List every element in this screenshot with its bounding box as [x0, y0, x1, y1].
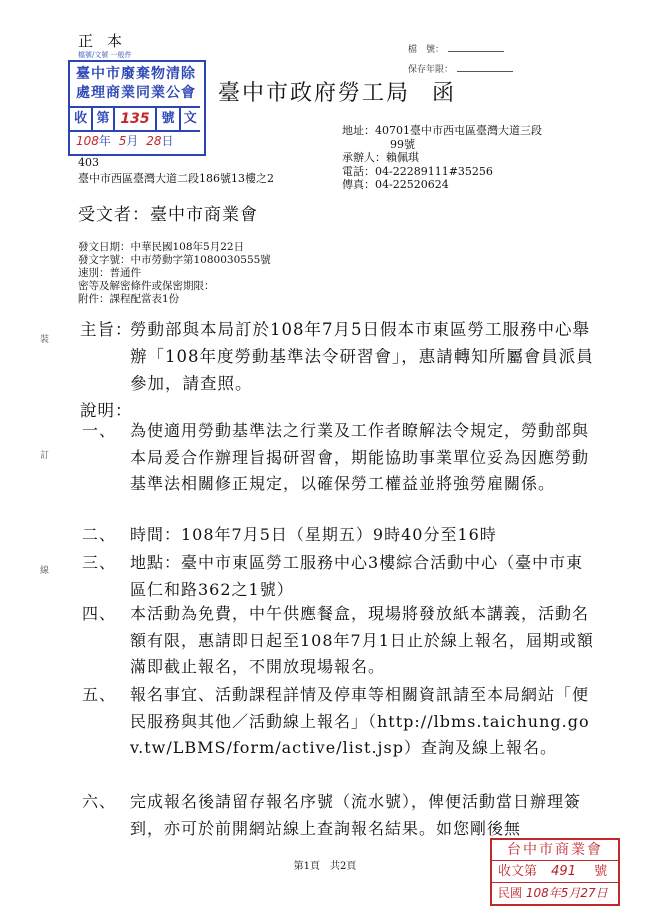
received-stamp-number-row — [70, 108, 200, 130]
received-stamp-org-line1: 臺中市廢棄物清除 — [76, 66, 196, 82]
delivery-speed: 速別：普通件 — [78, 267, 141, 279]
item-number: 五、 — [82, 685, 117, 704]
receipt-date-prefix: 民國 — [498, 886, 523, 900]
contact-handler: 承辦人：賴佩琪 — [342, 151, 419, 164]
sender-address: 臺中市西區臺灣大道二段186號13樓之2 — [78, 172, 274, 185]
binding-mark: 線 — [40, 566, 50, 576]
item-text: 時間：108年7月5日（星期五）9時40分至16時 — [130, 525, 497, 544]
page-number: 第1頁 共2頁 — [293, 861, 357, 872]
document-kind: 函 — [432, 81, 457, 106]
received-year: 108 — [76, 134, 99, 148]
retention-field — [408, 62, 513, 75]
document-meta — [78, 241, 271, 306]
file-number-field — [408, 42, 504, 55]
item-number: 六、 — [82, 792, 117, 811]
contact-address-cont: 99號 — [390, 137, 415, 151]
received-number: 135 — [115, 108, 158, 130]
item-text: 為使適用勞動基準法之行業及工作者瞭解法令規定，勞動部與本局爰合作辦理旨揭研習會，期能協助事業單位妥為因應勞動基準法相關修正規定，以確保勞工權益並將強勞雇關係。 — [130, 421, 590, 493]
received-day: 28 — [146, 134, 162, 148]
number-prefix: 第 — [93, 108, 114, 130]
explanation-item — [82, 682, 594, 762]
item-text: 報名事宜、活動課程詳情及停車等相關資訊請至本局網站「便民服務與其他／活動線上報名」（http://lbms.taichung.gov.tw/LBMS/form/active/list.jsp）查詢及線上報名。 — [130, 685, 590, 757]
contact-phone: 電話：04-22289111#35256 — [342, 164, 493, 178]
subject-section — [80, 316, 600, 397]
explanation-item — [82, 418, 594, 498]
binding-mark: 訂 — [40, 451, 50, 461]
copy-label: 正本 — [78, 32, 137, 50]
explanation-item — [82, 522, 594, 549]
file-number-label: 檔 號： — [408, 45, 445, 55]
received-stamp — [68, 60, 206, 156]
day-label: 日 — [161, 134, 174, 148]
document-number: 發文字號：中市勞動字第1080030555號 — [78, 254, 271, 266]
number-suffix: 號 — [157, 108, 180, 130]
page-title — [218, 76, 456, 107]
year-label: 年 — [98, 134, 111, 148]
contact-address: 地址：40701臺中市西屯區臺灣大道三段 — [342, 124, 542, 137]
document-label: 文 — [183, 111, 197, 126]
agency-title: 臺中市政府勞工局 — [218, 81, 411, 106]
contact-fax: 傳真：04-22520624 — [342, 178, 449, 191]
explanation-item — [82, 550, 594, 603]
receipt-stamp-org: 台中市商業會 — [492, 840, 618, 861]
subject-text: 勞動部與本局訂於108年7月5日假本市東區勞工服務中心舉辦「108年度勞動基準法令研習會」，惠請轉知所屬會員派員參加，請查照。 — [130, 320, 594, 393]
item-text: 地點：臺中市東區勞工服務中心3樓綜合活動中心（臺中市東區仁和路362之1號） — [130, 553, 584, 599]
receipt-stamp-date-row — [492, 883, 618, 903]
item-number: 三、 — [82, 553, 117, 572]
sender-postal-code: 403 — [78, 156, 99, 169]
receipt-stamp — [490, 838, 620, 906]
binding-mark: 裝 — [40, 335, 50, 345]
file-number-line — [448, 51, 504, 52]
receipt-stamp-number-row — [492, 861, 618, 883]
receipt-suffix: 號 — [594, 864, 608, 879]
receipt-label: 收文第 — [498, 864, 538, 879]
item-text: 完成報名後請留存報名序號（流水號），俾便活動當日辦理簽到，亦可於前開網站線上查詢報名結果。如您剛後無 — [130, 792, 582, 838]
receipt-date: 108年5月27日 — [525, 886, 608, 900]
explanation-item — [82, 789, 594, 842]
received-label: 收 — [70, 108, 93, 130]
subject-label: 主旨： — [80, 320, 133, 339]
explanation-item — [82, 601, 594, 681]
retention-label: 保存年限： — [408, 65, 454, 75]
received-stamp-org-line2: 處理商業同業公會 — [76, 85, 196, 101]
recipient: 受文者：臺中市商業會 — [78, 205, 258, 225]
month-label: 月 — [126, 134, 139, 148]
attachment: 附件：課程配當表1份 — [78, 293, 180, 305]
receipt-number: 491 — [551, 864, 576, 879]
small-note: 檔號/文號 一般件 — [78, 51, 132, 59]
explanation-label: 說明： — [80, 401, 133, 420]
item-number: 四、 — [82, 604, 117, 623]
item-number: 一、 — [82, 421, 117, 440]
item-text: 本活動為免費，中午供應餐盒，現場將發放紙本講義，活動名額有限，惠請即日起至108年7月1日止於線上報名，屆期或額滿即截止報名，不開放現場報名。 — [130, 604, 594, 676]
contact-block — [342, 124, 542, 192]
item-number: 二、 — [82, 525, 117, 544]
received-stamp-date — [76, 132, 196, 150]
secrecy-level: 密等及解密條件或保密期限： — [78, 280, 215, 292]
received-month: 5 — [118, 134, 127, 148]
retention-line — [457, 71, 513, 72]
issue-date: 發文日期：中華民國108年5月22日 — [78, 241, 245, 253]
